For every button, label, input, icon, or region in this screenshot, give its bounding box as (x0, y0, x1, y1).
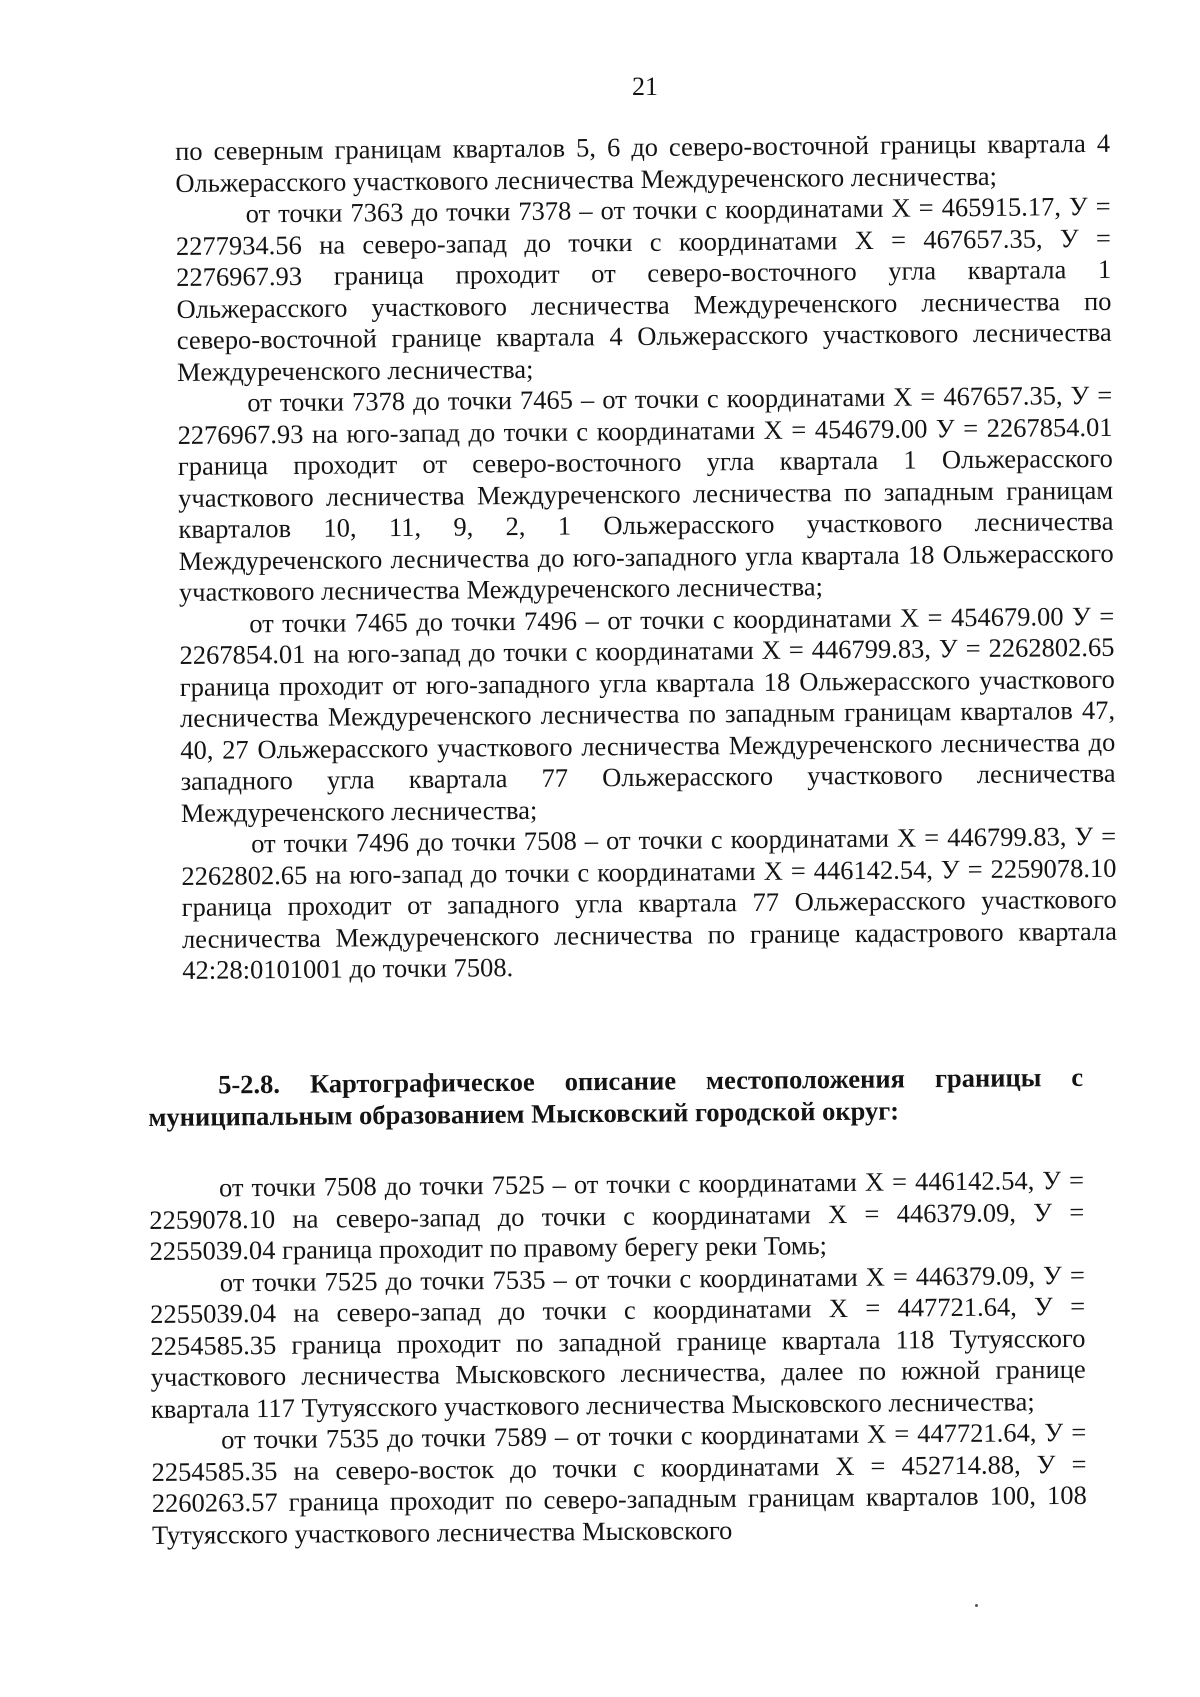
page-number: 21 (632, 72, 658, 101)
scan-speck (975, 1604, 978, 1607)
paragraph: от точки 7525 до точки 7535 – от точки с координатами Х = 446379.09, У = 2255039.04 на северо-запад до точки с координатами Х = 447721.64, У = 2254585.35 граница проходит по западной границе квартала 118 Тутуясского участкового лесничества Мысковского лесничества, далее по южной границе квартала 117 Тутуясского участкового лесничества Мысковского лесничества; (149, 1259, 1086, 1424)
paragraph: от точки 7496 до точки 7508 – от точки с координатами Х = 446799.83, У = 2262802.65 на юго-запад до точки с координатами Х = 446142.54, У = 2259078.10 граница проходит от западного угла квартала 77 Ольжерасского участкового лесничества Междуреченского лесничества по границе кадастрового квартала 42:28:0101001 до точки 7508. (181, 820, 1118, 985)
paragraph: по северным границам кварталов 5, 6 до северо-восточной границы квартала 4 Ольжерасского участкового лесничества Междуреченского лесничества; (175, 127, 1111, 198)
paragraph: от точки 7465 до точки 7496 – от точки с координатами Х = 454679.00 У = 2267854.01 на юго-запад до точки с координатами Х = 446799.83, У = 2262802.65 граница проходит от юго-западного угла квартала 18 Ольжерасского участкового лесничества Междуреченского лесничества по западным границам кварталов 47, 40, 27 Ольжерасского участкового лесничества Междуреченского лесничества до западного угла квартала 77 Ольжерасского участкового лесничества Междуреченского лесничества; (179, 600, 1116, 828)
paragraph: от точки 7535 до точки 7589 – от точки с координатами Х = 447721.64, У = 2254585.35 на северо-восток до точки с координатами Х = 452714.88, У = 2260263.57 граница проходит по северо-западным границам кварталов 100, 108 Тутуясского участкового лесничества Мысковского (151, 1416, 1087, 1550)
section-heading: 5-2.8. Картографическое описание местоположения границы с муниципальным образованием Мысковский городской округ: (148, 1061, 1084, 1132)
paragraph: от точки 7363 до точки 7378 – от точки с координатами Х = 465915.17, У = 2277934.56 на северо-запад до точки с координатами Х = 467657.35, У = 2276967.93 граница проходит от северо-восточного угла квартала 1 Ольжерасского участкового лесничества Междуреченского лесничества по северо-восточной границе квартала 4 Ольжерасского участкового лесничества Междуреченского лесничества; (175, 190, 1112, 387)
section-two-text (148, 1062, 1087, 1551)
paragraph: от точки 7378 до точки 7465 – от точки с координатами Х = 467657.35, У = 2276967.93 на юго-запад до точки с координатами Х = 454679.00 У = 2267854.01 граница проходит от северо-восточного угла квартала 1 Ольжерасского участкового лесничества Междуреченского лесничества по западным границам кварталов 10, 11, 9, 2, 1 Ольжерасского участкового лесничества Междуреченского лесничества до юго-западного угла квартала 18 Ольжерасского участкового лесничества Междуреченского лесничества; (177, 379, 1114, 607)
section-one-text (175, 128, 1117, 987)
paragraph: от точки 7508 до точки 7525 – от точки с координатами Х = 446142.54, У = 2259078.10 на северо-запад до точки с координатами Х = 446379.09, У = 2255039.04 граница проходит по правому берегу реки Томь; (149, 1164, 1085, 1266)
